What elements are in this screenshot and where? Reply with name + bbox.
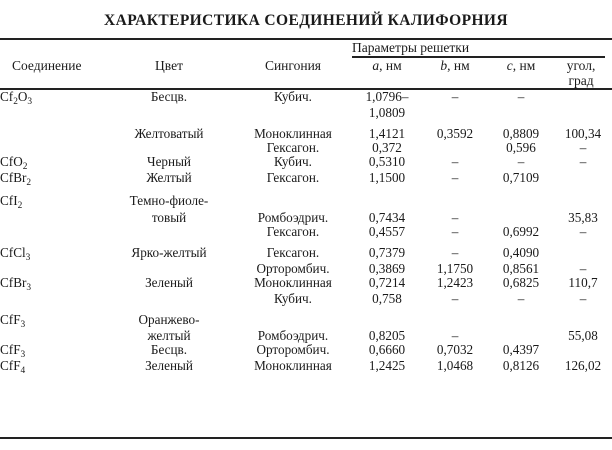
spacer-cell [422,187,488,194]
cell-syngony: Моноклинная [254,274,332,290]
header-color: Цвет [155,57,183,73]
cell-angle: – [579,140,587,156]
header-c-symbol: c [506,57,513,73]
cell-syngony: Орторомбич. [256,342,330,358]
cell-b: 0,7032 [436,342,474,358]
cell-color: товый [151,209,187,225]
spacer-cell [352,306,422,313]
cell-a: 0,7214 [368,274,406,290]
cell-angle [554,343,612,359]
cell-compound: CfBr$_3$ [0,274,32,293]
table-row [0,329,612,343]
cell-color: Зеленый [145,358,193,374]
group-header-row [0,40,612,56]
table-bottom-rule [0,437,612,439]
header-compound: Соединение [12,57,82,73]
cell-color [104,106,234,120]
cell-a [352,194,422,210]
header-syngony: Сингония [264,57,322,73]
cell-c [488,329,554,343]
table-row [0,155,612,171]
cell-angle [554,106,612,120]
cell-a [352,313,422,329]
spacer-cell [0,120,104,127]
cell-c [488,194,554,210]
cell-angle: – [579,290,587,306]
cell-compound: CfCl$_3$ [0,244,31,263]
table-row [0,127,612,141]
cell-color [104,141,234,155]
cell-syngony: Кубич. [274,88,312,104]
spacer-cell [422,306,488,313]
cell-a: 0,7379 [368,244,406,260]
cell-c: 0,6825 [502,274,540,290]
cell-angle: 35,83 [568,209,598,225]
cell-angle [554,171,612,187]
cell-b: – [451,154,459,170]
cell-c [488,313,554,329]
spacer-cell [234,306,352,313]
cell-c: – [517,290,525,306]
cell-b: 1,1750 [436,260,474,276]
cell-syngony: Гексагон. [266,223,320,239]
cell-b: – [451,88,459,104]
table-row [0,343,612,359]
cell-compound [0,141,104,155]
cell-a: 1,0809 [368,104,406,120]
cell-angle: 126,02 [564,358,602,374]
table-row [0,106,612,120]
table-row [0,246,612,262]
cell-angle [554,90,612,106]
cell-a: 1,4121 [368,126,406,142]
cell-b [422,194,488,210]
cell-color: Бесцв. [150,88,188,104]
cell-compound: CfBr$_2$ [0,170,32,189]
cell-a: 0,3869 [368,260,406,276]
table-row [0,262,612,276]
spacer-cell [554,239,612,246]
cell-color: Зеленый [145,274,193,290]
cell-c: 0,4090 [502,244,540,260]
row-spacer [0,187,612,194]
header-a-symbol: a [372,57,380,73]
cell-c: 0,6992 [502,223,540,239]
cell-angle: 100,34 [564,126,602,142]
cell-compound [0,211,104,225]
cell-syngony: Кубич. [274,154,312,170]
cell-angle [554,194,612,210]
cell-syngony: Гексагон. [266,140,320,156]
table-row [0,90,612,106]
header-b [422,58,488,88]
cell-syngony [234,194,352,210]
cell-c: 0,596 [506,140,536,156]
cell-angle: 110,7 [568,274,598,290]
cell-b [422,313,488,329]
cell-compound: CfF$_4$ [0,358,26,377]
cell-b [422,141,488,155]
header-angle [554,58,612,88]
compounds-table [0,40,612,88]
table-row [0,276,612,292]
table-row [0,313,612,329]
cell-b: 0,3592 [436,126,474,142]
cell-compound [0,292,104,306]
header-a-unit: , нм [379,57,402,73]
cell-c: – [517,88,525,104]
cell-color: Темно-фиоле- [129,193,209,209]
header-b-unit: , нм [447,57,470,73]
cell-angle: – [579,154,587,170]
cell-c [488,106,554,120]
cell-c [488,211,554,225]
header-angle-line1: угол, [566,57,596,73]
column-header-row [0,58,612,88]
cell-b: 1,0468 [436,358,474,374]
header-b-symbol: b [440,57,448,73]
cell-syngony: Ромбоэдрич. [257,209,329,225]
cell-c: 0,8561 [502,260,540,276]
cell-angle: 55,08 [568,328,598,344]
header-c-unit: , нм [512,57,536,73]
cell-compound [0,262,104,276]
cell-a: 1,2425 [368,358,406,374]
cell-compound: CfF$_3$ [0,312,26,331]
cell-a: 0,372 [372,140,402,156]
cell-c: 0,8809 [502,126,540,142]
row-spacer [0,306,612,313]
cell-compound: CfF$_3$ [0,342,26,361]
cell-color [104,292,234,306]
table-row [0,194,612,210]
cell-a: 1,0796– [365,88,409,104]
spacer-cell [352,187,422,194]
cell-b: – [451,170,459,186]
cell-compound: $Cf_2O_3$ [0,88,33,107]
cell-syngony: Орторомбич. [256,260,330,276]
cell-angle: – [579,223,587,239]
cell-color: Желтый [146,170,192,186]
cell-color [104,225,234,239]
cell-color [104,262,234,276]
group-header-spacer [0,40,352,56]
header-c [488,58,554,88]
cell-color: Оранжево- [138,312,200,328]
cell-compound [0,225,104,239]
cell-angle [554,313,612,329]
compounds-table-body [0,90,612,376]
cell-b: – [451,223,459,239]
cell-color: Черный [147,154,191,170]
cell-color: Бесцв. [150,342,188,358]
table-row [0,225,612,239]
cell-compound [0,106,104,120]
cell-syngony: Ромбоэдрич. [257,328,329,344]
cell-color: желтый [147,328,191,344]
cell-c: 0,4397 [502,342,540,358]
cell-b [422,106,488,120]
cell-a: 0,7434 [368,209,406,225]
cell-syngony: Моноклинная [254,126,332,142]
cell-a: 0,758 [372,290,402,306]
header-angle-line2: град [568,72,594,88]
cell-color: Ярко-желтый [131,244,207,260]
header-a [352,58,422,88]
spacer-cell [554,187,612,194]
cell-angle: – [579,260,587,276]
table-row [0,359,612,375]
cell-b: – [451,209,459,225]
cell-compound: CfO$_2$ [0,154,28,173]
spacer-cell [488,187,554,194]
cell-a: 0,5310 [368,154,406,170]
spacer-cell [554,306,612,313]
cell-a: 0,4557 [368,223,406,239]
cell-angle [554,246,612,262]
cell-b: – [451,244,459,260]
cell-syngony: Гексагон. [266,170,320,186]
table-header [0,40,612,88]
page-title: ХАРАКТЕРИСТИКА СОЕДИНЕНИЙ КАЛИФОРНИЯ [104,12,508,29]
cell-syngony: Кубич. [274,290,312,306]
cell-b: – [451,328,459,344]
cell-a: 0,6660 [368,342,406,358]
table-row [0,211,612,225]
cell-a: 0,8205 [368,328,406,344]
cell-syngony [234,313,352,329]
cell-b: 1,2423 [436,274,474,290]
cell-c: 0,8126 [502,358,540,374]
spacer-cell [234,187,352,194]
table-body [0,90,612,376]
cell-c: 0,7109 [502,170,540,186]
cell-c: – [517,154,525,170]
spacer-cell [488,306,554,313]
cell-compound [0,329,104,343]
cell-syngony: Гексагон. [266,244,320,260]
cell-syngony: Моноклинная [254,358,332,374]
cell-compound [0,127,104,141]
table-row [0,171,612,187]
table-row [0,141,612,155]
table-row [0,292,612,306]
cell-syngony [234,106,352,120]
column-group-lattice-parameters: Параметры решетки [352,40,470,56]
cell-compound: CfI$_2$ [0,193,23,212]
cell-color: Желтоватый [134,126,204,142]
cell-b: – [451,290,459,306]
cell-a: 1,1500 [368,170,406,186]
